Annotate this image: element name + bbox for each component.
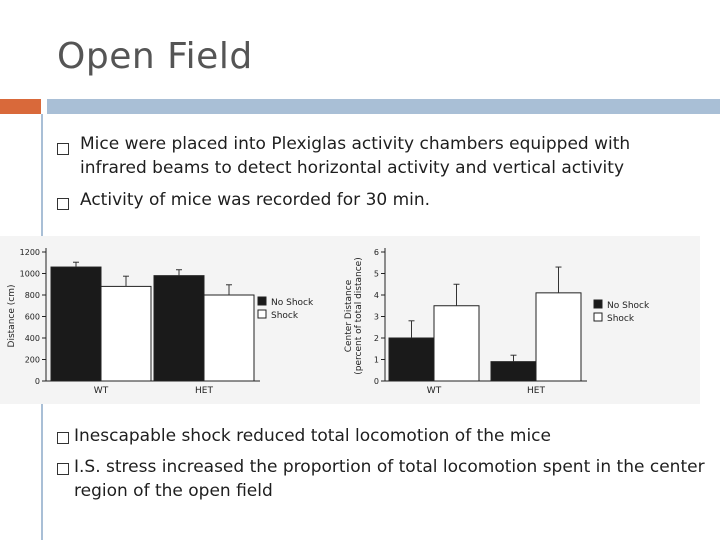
chart1-y-tick-label: 400 [24,334,40,343]
chart1-legend-swatch [258,310,266,318]
chart2-bar-shock [536,293,581,381]
chart2-legend-label: Shock [607,314,635,324]
chart1-bar-shock [204,295,254,381]
chart2-y-tick-label: 2 [373,334,379,343]
chart2-x-tick-label: HET [527,386,545,396]
bullet-text: I.S. stress increased the proportion of total locomotion spent in the center region of the open field [74,457,705,501]
bullet-text: Inescapable shock reduced total locomotion of the mice [74,426,551,446]
chart2-legend-swatch [594,300,602,308]
chart1-legend-label: Shock [271,311,299,321]
chart1-x-tick-label: WT [93,386,109,396]
chart2-y-tick-label: 0 [373,377,379,386]
chart1-y-tick-label: 600 [24,312,40,322]
chart2-legend-swatch [594,313,602,321]
bullet-box-icon [57,143,69,155]
chart1-bar-no-shock [51,267,101,381]
chart2-y-tick-label: 6 [373,248,379,257]
chart2-bar-no-shock [491,362,536,381]
bullet-box-icon [57,432,69,444]
chart1-legend-label: No Shock [271,298,314,308]
chart2-y-label: Center Distance [344,279,354,353]
title-rule-accent [0,99,41,114]
chart2-y-tick-label: 5 [373,269,379,279]
bullet-box-icon [57,198,69,210]
bullet-box-icon [57,463,69,475]
bullet-text: Activity of mice was recorded for 30 min. [80,190,431,210]
chart2-bar-no-shock [389,338,434,381]
chart2-legend-label: No Shock [607,301,650,311]
slide-title: Open Field [57,36,253,77]
chart1-x-tick-label: HET [195,386,213,396]
chart2-bar-shock [434,306,479,381]
chart1-y-label: Distance (cm) [7,284,17,348]
chart1-y-tick-label: 0 [34,377,40,386]
chart1-bar-no-shock [154,276,204,381]
chart1-y-tick-label: 1200 [19,248,40,257]
chart2-y-tick-label: 1 [373,355,379,365]
bullet-text: Mice were placed into Plexiglas activity chambers equipped with infrared beams to detect horizontal activity and vertical activity [80,134,631,178]
chart1-bar-shock [101,286,151,381]
chart1-y-tick-label: 200 [24,355,40,365]
charts-svg [0,236,700,404]
chart2-y-label: (percent of total distance) [354,257,364,375]
chart2-x-tick-label: WT [426,386,442,396]
chart1-y-tick-label: 1000 [19,269,40,279]
chart2-y-tick-label: 3 [373,312,379,322]
chart1-legend-swatch [258,297,266,305]
title-rule [47,99,720,114]
chart1-y-tick-label: 800 [24,291,40,300]
chart2-y-tick-label: 4 [373,291,379,300]
figure-panel [0,236,700,404]
